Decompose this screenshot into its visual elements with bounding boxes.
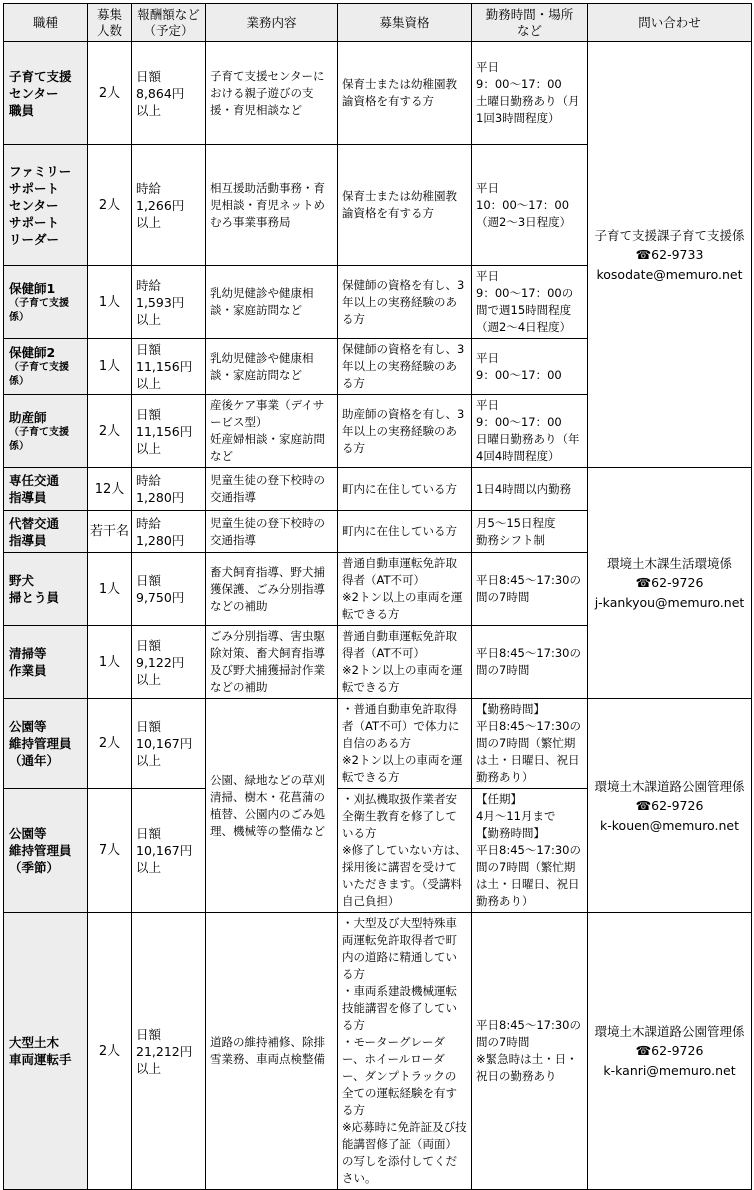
table-row [4, 468, 752, 511]
job-title: 助産師 （子育て支援係） [4, 395, 88, 468]
contact-parks [588, 699, 752, 913]
pay: 日額 9,750円 [132, 553, 206, 626]
pay: 時給 1,280円 [132, 468, 206, 511]
duties: 相互援助活動事務・育児相談・育児ネットめむろ事業事務局 [206, 145, 338, 266]
header-duties: 業務内容 [206, 4, 338, 42]
contact-email[interactable]: j-kankyou@memuro.net [594, 595, 745, 610]
headcount: 1人 [88, 266, 132, 339]
contact-childcare [588, 42, 752, 468]
duties: ごみ分別指導、害虫駆除対策、畜犬飼育指導及び野犬捕獲掃討作業などの補助 [206, 626, 338, 699]
hours: 平日8:45〜17:30の間の7時間 ※緊急時は土・日・祝日の勤務あり [472, 913, 588, 1190]
headcount: 1人 [88, 339, 132, 395]
hours: 【任期】 4月〜11月まで 【勤務時間】 平日8:45〜17:30の間の7時間（繁忙期は土・日曜日、祝日勤務あり） [472, 789, 588, 913]
job-title: 大型土木 車両運転手 [4, 913, 88, 1190]
duties: 子育て支援センターにおける親子遊びの支援・育児相談など [206, 42, 338, 145]
duties: 乳幼児健診や健康相談・家庭訪問など [206, 339, 338, 395]
headcount: 2人 [88, 42, 132, 145]
pay: 日額 11,156円 以上 [132, 395, 206, 468]
headcount: 7人 [88, 789, 132, 913]
contact-phone: ☎62-9726 [635, 1043, 704, 1058]
job-title: 保健師2 （子育て支援係） [4, 339, 88, 395]
job-title: 公園等 維持管理員 （季節） [4, 789, 88, 913]
hours: 平日 9：00〜17：00 [472, 339, 588, 395]
hours: 月5〜15日程度 勤務シフト制 [472, 511, 588, 553]
qualifications: 町内に在住している方 [338, 511, 472, 553]
duties: 畜犬飼育指導、野犬捕獲保護、ごみ分別指導などの補助 [206, 553, 338, 626]
contact-email[interactable]: k-kanri@memuro.net [603, 1063, 736, 1078]
pay: 時給 1,266円 以上 [132, 145, 206, 266]
job-subtitle: （子育て支援係） [9, 297, 69, 323]
contact-email[interactable]: k-kouen@memuro.net [600, 817, 739, 833]
qualifications: 助産師の資格を有し、3年以上の実務経験のある方 [338, 395, 472, 468]
header-pay: 報酬額など （予定） [132, 4, 206, 42]
hours: 平日 9：00〜17：00 日曜日勤務あり（年4回4時間程度） [472, 395, 588, 468]
hours: 1日4時間以内勤務 [472, 468, 588, 511]
hours: 平日 9：00〜17：00 土曜日勤務あり（月1回3時間程度） [472, 42, 588, 145]
qualifications: ・刈払機取扱作業者安全衛生教育を修了している方 ※修了していない方は、採用後に講習を受けていただきます。（受講料自己負担） [338, 789, 472, 913]
job-title: 代替交通 指導員 [4, 511, 88, 553]
pay: 日額 8,864円 以上 [132, 42, 206, 145]
qualifications: 町内に在住している方 [338, 468, 472, 511]
duties: 公園、緑地などの草刈清掃、樹木・花菖蒲の植替、公園内のごみ処理、機械等の整備など [206, 699, 338, 913]
qualifications: 保育士または幼稚園教諭資格を有する方 [338, 145, 472, 266]
qualifications: 普通自動車運転免許取得者（AT不可） ※2トン以上の車両を運転できる方 [338, 626, 472, 699]
contact-dept: 環境土木課道路公園管理係 [594, 778, 745, 794]
headcount: 若干名 [88, 511, 132, 553]
contact-dept: 環境土木課生活環境係 [606, 556, 732, 571]
contact-heavy-vehicles [588, 913, 752, 1190]
contact-phone: ☎62-9733 [635, 246, 704, 262]
duties: 乳幼児健診や健康相談・家庭訪問など [206, 266, 338, 339]
headcount: 2人 [88, 699, 132, 789]
qualifications: ・大型及び大型特殊車両運転免許取得者で町内の道路に精通している方 ・車両系建設機械運転技能講習を修了している方 ・モーターグレーダー、ホイールローダー、ダンプトラックの全ての運転経験を有する方 ※応募時に免許証及び技能講習修了証（両面）の写しを添付してください。 [338, 913, 472, 1190]
contact-phone: ☎62-9726 [635, 575, 704, 590]
pay: 日額 11,156円 以上 [132, 339, 206, 395]
hours: 平日8:45〜17:30の間の7時間 [472, 626, 588, 699]
job-title: 清掃等 作業員 [4, 626, 88, 699]
headcount: 2人 [88, 145, 132, 266]
hours: 【勤務時間】 平日8:45〜17:30の間の7時間（繁忙期は土・日曜日、祝日勤務あり） [472, 699, 588, 789]
contact-dept: 子育て支援課子育て支援係 [594, 227, 745, 243]
job-subtitle: （子育て支援係） [9, 426, 69, 452]
table-row [4, 699, 752, 789]
pay: 日額 10,167円 以上 [132, 699, 206, 789]
job-title: 公園等 維持管理員 （通年） [4, 699, 88, 789]
job-title: ファミリー サポート センター サポート リーダー [4, 145, 88, 266]
pay: 日額 9,122円 以上 [132, 626, 206, 699]
header-qualifications: 募集資格 [338, 4, 472, 42]
header-job: 職種 [4, 4, 88, 42]
table-row [4, 913, 752, 1190]
headcount: 2人 [88, 913, 132, 1190]
hours: 平日8:45〜17:30の間の7時間 [472, 553, 588, 626]
header-contact: 問い合わせ [588, 4, 752, 42]
header-count: 募集 人数 [88, 4, 132, 42]
headcount: 1人 [88, 626, 132, 699]
contact-email[interactable]: kosodate@memuro.net [596, 266, 743, 282]
job-title: 保健師1 （子育て支援係） [4, 266, 88, 339]
qualifications: ・普通自動車免許取得者（AT不可）で体力に自信のある方 ※2トン以上の車両を運転できる方 [338, 699, 472, 789]
qualifications: 保健師の資格を有し、3年以上の実務経験のある方 [338, 339, 472, 395]
duties: 産後ケア事業（デイサービス型） 妊産婦相談・家庭訪問など [206, 395, 338, 468]
pay: 時給 1,280円 [132, 511, 206, 553]
job-title: 子育て支援 センター 職員 [4, 42, 88, 145]
duties: 児童生徒の登下校時の交通指導 [206, 468, 338, 511]
job-subtitle: （子育て支援係） [9, 362, 69, 387]
contact-phone: ☎62-9726 [635, 797, 704, 813]
qualifications: 保健師の資格を有し、3年以上の実務経験のある方 [338, 266, 472, 339]
pay: 日額 21,212円 以上 [132, 913, 206, 1190]
job-title: 専任交通 指導員 [4, 468, 88, 511]
header-hours: 勤務時間・場所 など [472, 4, 588, 42]
qualifications: 普通自動車運転免許取得者（AT不可） ※2トン以上の車両を運転できる方 [338, 553, 472, 626]
hours: 平日 9：00〜17：00の間で週15時間程度（週2〜4日程度） [472, 266, 588, 339]
contact-environment [588, 468, 752, 699]
headcount: 12人 [88, 468, 132, 511]
hours: 平日 10：00〜17：00（週2〜3日程度） [472, 145, 588, 266]
headcount: 2人 [88, 395, 132, 468]
pay: 時給 1,593円 以上 [132, 266, 206, 339]
pay: 日額 10,167円 以上 [132, 789, 206, 913]
duties: 道路の維持補修、除排雪業務、車両点検整備 [206, 913, 338, 1190]
table-row [4, 42, 752, 145]
qualifications: 保育士または幼稚園教諭資格を有する方 [338, 42, 472, 145]
job-listing-table [3, 3, 752, 1190]
contact-dept: 環境土木課道路公園管理係 [594, 1024, 745, 1039]
job-title: 野犬 掃とう員 [4, 553, 88, 626]
duties: 児童生徒の登下校時の交通指導 [206, 511, 338, 553]
headcount: 1人 [88, 553, 132, 626]
